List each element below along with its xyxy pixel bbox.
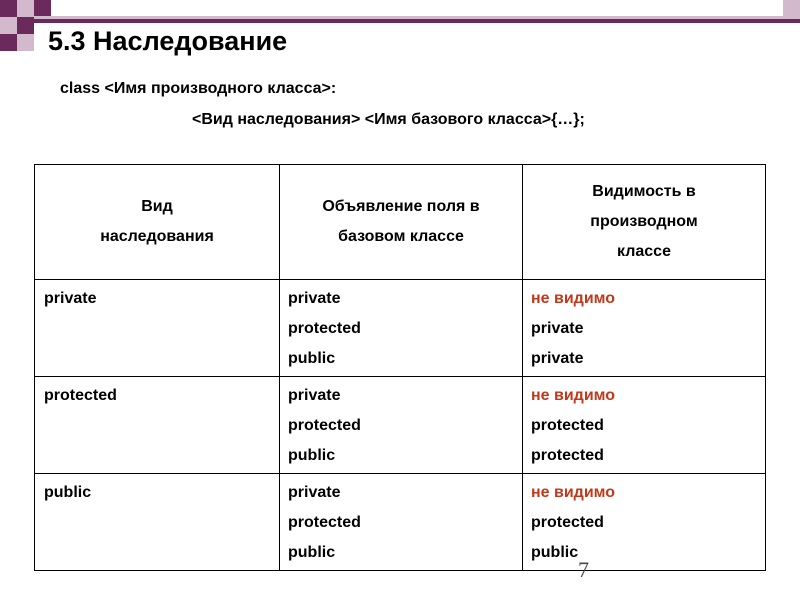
decor-square — [0, 0, 17, 17]
decor-square — [0, 34, 17, 51]
code-line-inheritance: <Вид наследования> <Имя базового класса>{…}; — [192, 111, 585, 128]
cell-derived — [523, 474, 766, 571]
cell-base — [280, 474, 523, 571]
cell-derived — [523, 280, 766, 377]
cell-text: public — [44, 484, 92, 501]
decor-square — [0, 17, 17, 34]
decor-square — [17, 34, 34, 51]
header-text: наследования — [100, 228, 214, 245]
cell-kind — [35, 377, 280, 474]
table-row — [35, 377, 766, 474]
cell-text: private — [44, 290, 97, 307]
table-row — [35, 474, 766, 571]
cell-base — [280, 280, 523, 377]
header-text: Вид — [141, 198, 173, 215]
cell-text: private — [531, 320, 584, 337]
table-header-row — [35, 165, 766, 280]
code-line-class: class <Имя производного класса>: — [60, 80, 337, 97]
decor-square — [34, 0, 51, 17]
header-text: Объявление поля в — [322, 198, 480, 215]
cell-text: protected — [531, 514, 604, 531]
cell-text: private — [288, 387, 341, 404]
cell-text: public — [531, 544, 579, 561]
header-derived-visibility — [523, 165, 766, 280]
inheritance-table — [34, 164, 766, 571]
header-text: производном — [590, 213, 698, 230]
cell-text: private — [288, 484, 341, 501]
cell-text-not-visible: не видимо — [531, 387, 616, 404]
header-base-declaration — [280, 165, 523, 280]
decor-square — [17, 17, 34, 34]
cell-text: protected — [288, 514, 361, 531]
cell-text: protected — [288, 417, 361, 434]
cell-kind — [35, 474, 280, 571]
cell-text: private — [531, 350, 584, 367]
cell-kind — [35, 280, 280, 377]
header-rule-end — [783, 0, 800, 16]
slide-title: 5.3 Наследование — [48, 26, 288, 56]
header-text: базовом классе — [338, 228, 464, 245]
cell-text: protected — [531, 447, 604, 464]
cell-text: private — [288, 290, 341, 307]
cell-text: public — [288, 447, 336, 464]
page-number: 7 — [578, 557, 589, 582]
cell-text: protected — [531, 417, 604, 434]
decor-square — [17, 0, 34, 17]
cell-text: public — [288, 544, 336, 561]
cell-text: public — [288, 350, 336, 367]
header-text: классе — [617, 243, 671, 260]
cell-text-not-visible: не видимо — [531, 290, 616, 307]
cell-derived — [523, 377, 766, 474]
cell-text: protected — [288, 320, 361, 337]
cell-text-not-visible: не видимо — [531, 484, 616, 501]
table-row — [35, 280, 766, 377]
header-rule-dark — [34, 19, 800, 23]
header-inheritance-kind — [35, 165, 280, 280]
cell-base — [280, 377, 523, 474]
header-text: Видимость в — [592, 183, 696, 200]
cell-text: protected — [44, 387, 117, 404]
